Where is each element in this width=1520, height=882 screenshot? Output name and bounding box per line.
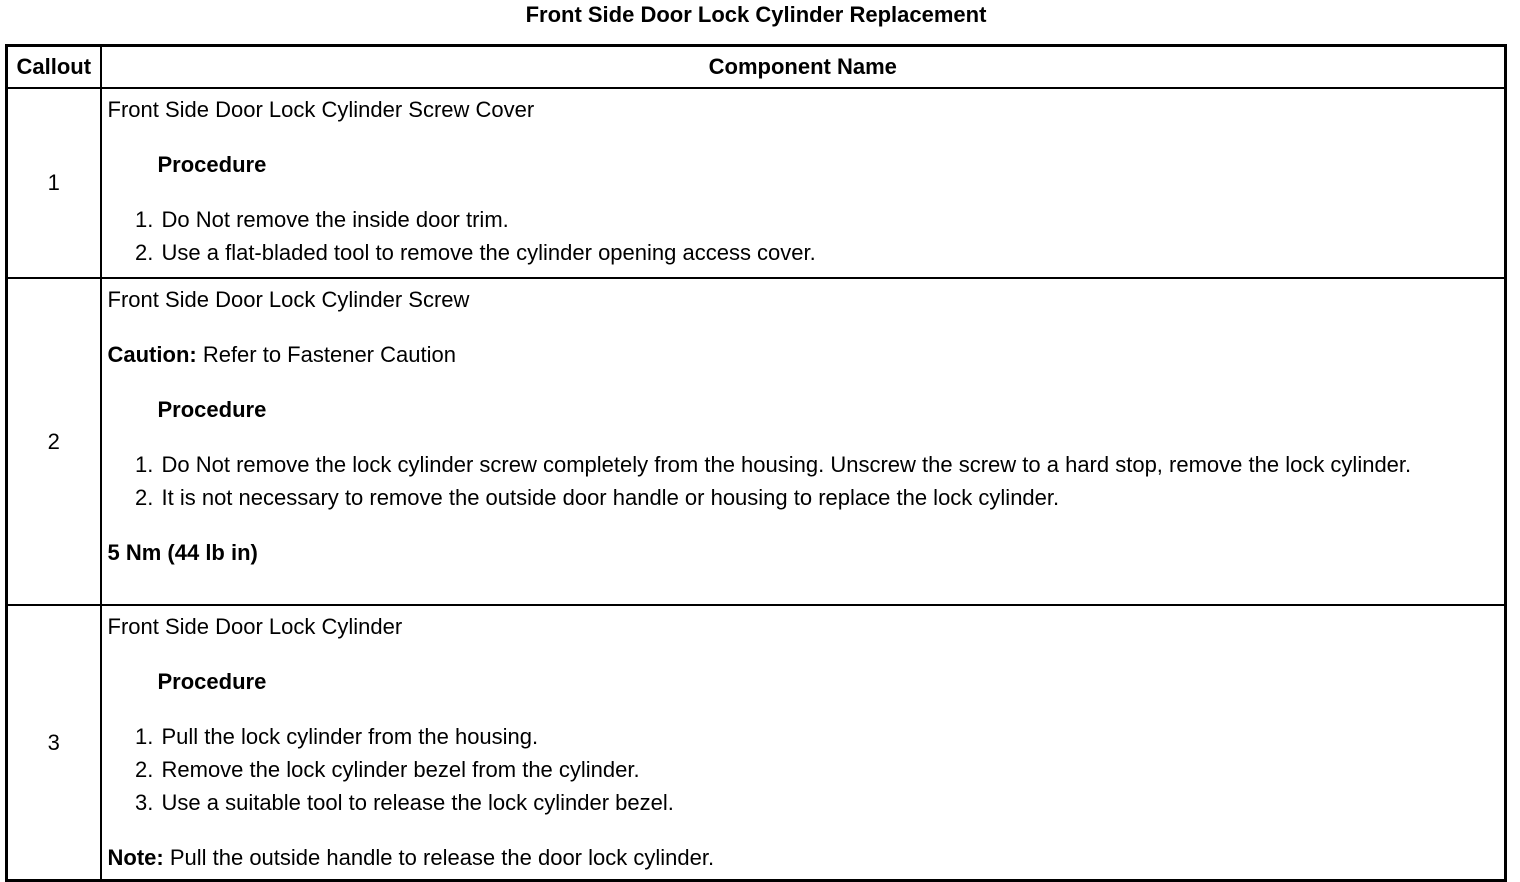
table-row — [7, 278, 1506, 605]
note-label: Note: — [107, 845, 164, 870]
torque-spec: 5 Nm (44 lb in) — [107, 540, 258, 565]
procedure-steps — [108, 205, 1491, 268]
component-cell — [101, 278, 1506, 605]
table-row — [7, 605, 1506, 881]
procedure-step: 1. Pull the lock cylinder from the housing. — [160, 722, 1491, 752]
procedure-heading: Procedure — [157, 397, 267, 422]
callout-number: 2 — [7, 278, 101, 605]
procedure-step: 2. It is not necessary to remove the outside door handle or housing to replace the lock cylinder. — [160, 483, 1491, 513]
caution-text: Refer to Fastener Caution — [196, 342, 456, 367]
procedure-step: 2. Use a flat-bladed tool to remove the cylinder opening access cover. — [160, 238, 1491, 268]
callout-number: 3 — [7, 605, 101, 881]
procedure-heading: Procedure — [157, 152, 267, 177]
procedure-heading: Procedure — [157, 669, 267, 694]
procedure-step: 3. Use a suitable tool to release the lock cylinder bezel. — [160, 788, 1491, 818]
document-title: Front Side Door Lock Cylinder Replacement — [525, 2, 987, 27]
component-name: Front Side Door Lock Cylinder — [107, 614, 403, 639]
component-cell — [101, 88, 1506, 278]
table-row — [7, 88, 1506, 278]
caution-line — [108, 340, 1491, 370]
component-name: Front Side Door Lock Cylinder Screw — [107, 287, 470, 312]
caution-label: Caution: — [107, 342, 197, 367]
callout-header: Callout — [7, 46, 101, 89]
procedure-step: 2. Remove the lock cylinder bezel from the cylinder. — [160, 755, 1491, 785]
note-line — [108, 843, 1491, 873]
component-name: Front Side Door Lock Cylinder Screw Cover — [107, 97, 535, 122]
callout-number: 1 — [7, 88, 101, 278]
component-cell — [101, 605, 1506, 881]
table-header-row — [7, 46, 1506, 89]
procedure-step: 1. Do Not remove the inside door trim. — [160, 205, 1491, 235]
procedure-steps — [108, 722, 1491, 818]
procedure-steps — [108, 450, 1491, 513]
component-name-header: Component Name — [101, 46, 1506, 89]
note-text: Pull the outside handle to release the door lock cylinder. — [163, 845, 715, 870]
procedure-step: 1. Do Not remove the lock cylinder screw completely from the housing. Unscrew the screw to a hard stop, remove the lock cylinder. — [160, 450, 1491, 480]
component-table — [5, 44, 1507, 882]
